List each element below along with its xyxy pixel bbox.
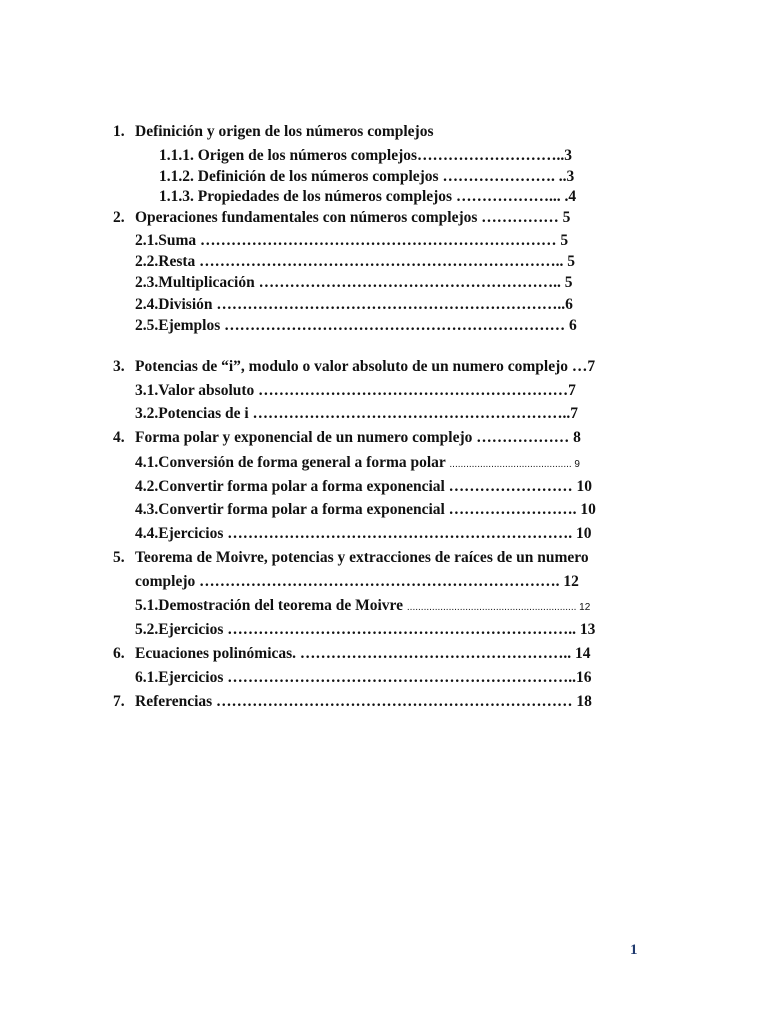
toc-entry-text: 1.1.1. Origen de los números complejos………………………..3 (159, 147, 573, 164)
toc-entry (113, 122, 434, 144)
toc-entry (135, 524, 592, 544)
toc-entry-text: Ecuaciones polinómicas. …………………………………………….. 14 (135, 645, 591, 662)
toc-entry (135, 596, 590, 618)
toc-entry (135, 404, 578, 424)
toc-entry-number: 5. (113, 549, 125, 566)
toc-entry (113, 548, 589, 568)
toc-entry-number: 1. (113, 123, 125, 140)
toc-entry-number: 4. (113, 429, 125, 446)
toc-entry (113, 428, 581, 448)
toc-entry-text: 1.1.2. Definición de los números complejos …………………. ..3 (159, 168, 575, 185)
toc-entry (159, 187, 576, 207)
toc-entry-text: 4.3.Convertir forma polar a forma exponencial ……………………. 10 (135, 501, 596, 518)
toc-entry (135, 500, 596, 520)
toc-entry (135, 620, 595, 640)
toc-entry (135, 453, 580, 475)
toc-entry-text: 4.2.Convertir forma polar a forma exponencial …………………… 10 (135, 478, 593, 495)
toc-entry (135, 572, 579, 592)
toc-entry-number: 6. (113, 645, 125, 662)
toc-entry (135, 316, 577, 336)
toc-entry-text: Forma polar y exponencial de un numero complejo ……………… 8 (135, 429, 581, 446)
toc-entry-text: Definición y origen de los números complejos (135, 123, 434, 140)
toc-entry-text: Teorema de Moivre, potencias y extracciones de raíces de un numero (135, 549, 589, 566)
toc-entry (135, 273, 572, 293)
toc-entry (113, 357, 595, 377)
toc-entry-text: 3.2.Potencias de i ……………………………………………………..7 (135, 405, 579, 422)
toc-entry (113, 208, 570, 228)
toc-entry (113, 644, 591, 664)
toc-entry (135, 295, 573, 315)
toc-entry (159, 167, 574, 187)
toc-entry-text: 5.1.Demostración del teorema de Moivre (135, 597, 407, 614)
toc-entry-text: 2.2.Resta …………………………………………………………….. 5 (135, 253, 576, 270)
toc-entry (135, 477, 592, 497)
toc-entry-text: 1.1.3. Propiedades de los números complejos ………………... .4 (159, 188, 577, 205)
toc-entry-text: 2.1.Suma …………………………………………………………… 5 (135, 232, 569, 249)
toc-entry (113, 692, 592, 712)
toc-entry (135, 252, 575, 272)
toc-entry-text: Operaciones fundamentales con números complejos …………… 5 (135, 209, 571, 226)
toc-entry-text: complejo ……………………………………………………………. 12 (135, 573, 579, 590)
toc-entry-text: Referencias …………………………………………………………… 18 (135, 693, 592, 710)
toc-entry-text: 3.1.Valor absoluto ……………………………………………………7 (135, 382, 576, 399)
toc-entry-text: 2.3.Multiplicación ………………………………………………….. 5 (135, 274, 573, 291)
toc-entry (159, 146, 572, 166)
toc-entry-text: 6.1.Ejercicios …………………………………………………………..16 (135, 669, 592, 686)
toc-entry-text: 4.4.Ejercicios …………………………………………………………. 10 (135, 525, 592, 542)
toc-entry-leader: ............................................................. 12 (406, 602, 591, 613)
toc-entry (135, 381, 576, 401)
toc-entry-number: 2. (113, 209, 125, 226)
toc-entry (135, 231, 568, 251)
toc-entry-leader: ............................................ 9 (449, 459, 580, 470)
toc-entry-text: 5.2.Ejercicios ………………………………………………………….. 13 (135, 621, 596, 638)
toc-entry-text: 2.5.Ejemplos ………………………………………………………… 6 (135, 317, 577, 334)
toc-entry-text: Potencias de “i”, modulo o valor absoluto de un numero complejo …7 (135, 358, 596, 375)
toc-entry-number: 7. (113, 693, 125, 710)
toc-entry (135, 668, 592, 688)
toc-entry-text: 2.4.División …………………………………………………………..6 (135, 296, 573, 313)
page-number: 1 (630, 942, 638, 958)
toc-entry-number: 3. (113, 358, 125, 375)
toc-entry-text: 4.1.Conversión de forma general a forma polar (135, 454, 450, 471)
